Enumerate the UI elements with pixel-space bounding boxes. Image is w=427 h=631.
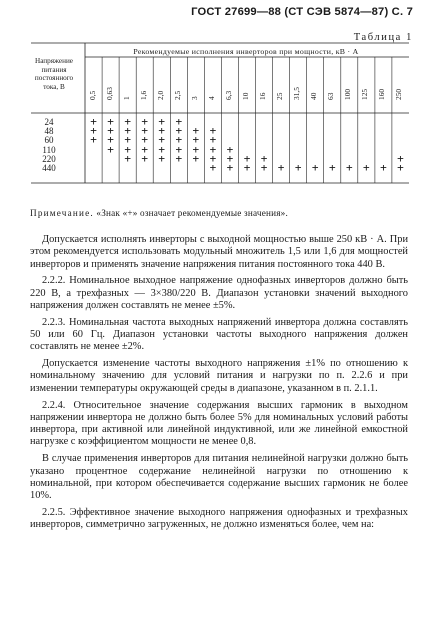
- power-value: 40: [309, 92, 319, 100]
- recommended-mark: +: [294, 161, 302, 174]
- recommended-mark: +: [124, 124, 131, 138]
- power-value: 1,6: [138, 90, 148, 100]
- paragraph: Допускается изменение частоты выходного напряжения ±1% по отношению к номинальному значению для условий питания и нагрузки по п. 2.2.6 и при изменении температуры окружающей среды в диапазоне, указанном в п. 2.1.1.: [30, 358, 408, 394]
- recommended-mark: +: [107, 133, 114, 147]
- power-value: 250: [394, 88, 404, 100]
- recommended-mark: +: [192, 133, 200, 147]
- recommended-mark: +: [380, 161, 387, 174]
- recommended-mark: +: [175, 124, 183, 138]
- paragraph: 2.2.3. Номинальная частота выходных напряжений инвертора должна составлять 50 или 60 Гц. Диапазон установки частоты выходного напряжения должен составлять не менее ±2%.: [30, 316, 408, 353]
- power-value: 100: [343, 88, 353, 100]
- voltage-row-label: 220: [42, 153, 56, 164]
- recommended-mark: +: [141, 142, 148, 156]
- recommended-mark: +: [209, 142, 217, 156]
- recommended-mark: +: [141, 124, 148, 138]
- note-label: Примечание.: [30, 208, 94, 218]
- paragraph: В случае применения инверторов для питания нелинейной нагрузки должно быть указано процентное содержание нелинейной нагрузки по отношению к номинальной, при котором обеспечивается содержание высших гармоник не более 10%.: [30, 453, 408, 502]
- power-value: 160: [377, 88, 387, 100]
- recommended-mark: +: [226, 161, 234, 174]
- recommended-mark: +: [158, 124, 166, 138]
- recommended-mark: +: [107, 142, 114, 156]
- recommended-mark: +: [363, 161, 370, 174]
- power-value: 3: [189, 96, 199, 100]
- power-value: 16: [258, 92, 268, 100]
- row-header: Напряжение питания постоянного тока, В: [34, 57, 74, 91]
- recommended-mark: +: [346, 161, 353, 174]
- paragraph: Допускается исполнять инверторы с выходной мощностью выше 250 кВ · А. При этом рекомендуется использовать модульный множитель 1,5 или 1,6 для мощностей инверторов и применять значение напряжения питания постоянного тока 440 В.: [30, 234, 408, 270]
- recommended-mark: +: [192, 151, 200, 165]
- recommended-mark: +: [124, 115, 131, 128]
- recommended-mark: +: [107, 124, 114, 138]
- paragraph: 2.2.2. Номинальное выходное напряжение однофазных инверторов должно быть 220 В, а трехфазных — 3×380/220 В. Диапазон установки значений выходного напряжения должен составлять не менее ±5%.: [30, 275, 408, 311]
- recommended-mark: +: [141, 115, 148, 128]
- recommended-mark: +: [175, 142, 183, 156]
- recommended-mark: +: [141, 151, 148, 165]
- paragraph: 2.2.5. Эффективное значение выходного напряжения однофазных и трехфазных инверторов, симметрично загруженных, не должно изменяться более, чем на:: [30, 506, 408, 531]
- recommended-mark: +: [158, 142, 166, 156]
- recommended-mark: +: [226, 142, 234, 156]
- recommended-mark: +: [192, 124, 200, 138]
- voltage-row-label: 24: [44, 117, 54, 127]
- voltage-row-label: 440: [42, 163, 56, 173]
- recommended-mark: +: [397, 161, 404, 174]
- voltage-row-label: 110: [42, 144, 56, 155]
- recommended-mark: +: [158, 151, 166, 165]
- recommended-mark: +: [226, 151, 234, 165]
- recommended-mark: +: [260, 151, 268, 165]
- recommended-mark: +: [328, 161, 336, 174]
- recommended-mark: +: [158, 133, 166, 147]
- recommended-mark: +: [158, 115, 166, 128]
- recommended-mark: +: [124, 151, 131, 165]
- recommended-mark: +: [192, 142, 200, 156]
- power-value: 1: [121, 96, 131, 100]
- recommended-mark: +: [175, 151, 183, 165]
- power-value: 4: [206, 96, 216, 100]
- recommended-mark: +: [277, 161, 285, 174]
- recommended-mark: +: [209, 124, 217, 138]
- paragraph: 2.2.4. Относительное значение содержания высших гармоник в выходном напряжении инвертора не должно быть более 5% для номинальных условий работы инвертора, при активной или линейной индуктивной, или же линейной емкостной нагрузке с коэффициентом мощности не менее 0,8.: [30, 399, 408, 448]
- recommended-mark: +: [209, 161, 217, 174]
- voltage-row-label: 48: [44, 126, 54, 137]
- recommended-mark: +: [209, 133, 217, 147]
- table-note: [30, 208, 420, 218]
- body-text: [30, 234, 408, 536]
- recommended-mark: +: [397, 151, 404, 165]
- power-value: 6,3: [223, 90, 233, 100]
- recommended-mark: +: [124, 133, 131, 147]
- recommended-mark: +: [175, 133, 183, 147]
- recommended-mark: +: [90, 133, 97, 147]
- power-value: 63: [326, 92, 336, 100]
- power-value: 31,5: [292, 87, 302, 100]
- power-value: 125: [360, 88, 370, 100]
- page-header: ГОСТ 27699—88 (СТ СЭВ 5874—87) С. 7: [191, 6, 413, 18]
- recommended-mark: +: [209, 151, 217, 165]
- recommended-mark: +: [243, 151, 251, 165]
- recommended-mark: +: [243, 161, 251, 174]
- power-value: 0,63: [104, 87, 114, 100]
- recommended-mark: +: [107, 115, 114, 128]
- recommended-mark: +: [260, 161, 268, 174]
- voltage-row-label: 60: [44, 135, 54, 146]
- power-value: 25: [275, 92, 285, 100]
- note-text: «Знак «+» означает рекомендуемые значения».: [96, 208, 288, 218]
- recommended-mark: +: [141, 133, 148, 147]
- power-value: 2,0: [155, 90, 165, 100]
- recommended-mark: +: [124, 142, 131, 156]
- recommended-mark: +: [311, 161, 319, 174]
- power-value: 0,5: [87, 90, 97, 100]
- recommended-mark: +: [90, 115, 97, 128]
- table-caption: Таблица 1: [353, 32, 413, 43]
- recommended-mark: +: [175, 115, 183, 128]
- column-group-header: Рекомендуемые исполнения инверторов при мощности, кВ · А: [133, 47, 359, 56]
- power-value: 10: [241, 92, 250, 100]
- recommended-mark: +: [90, 124, 97, 138]
- power-value: 2,5: [172, 90, 182, 100]
- recommendation-table: [0, 0, 427, 200]
